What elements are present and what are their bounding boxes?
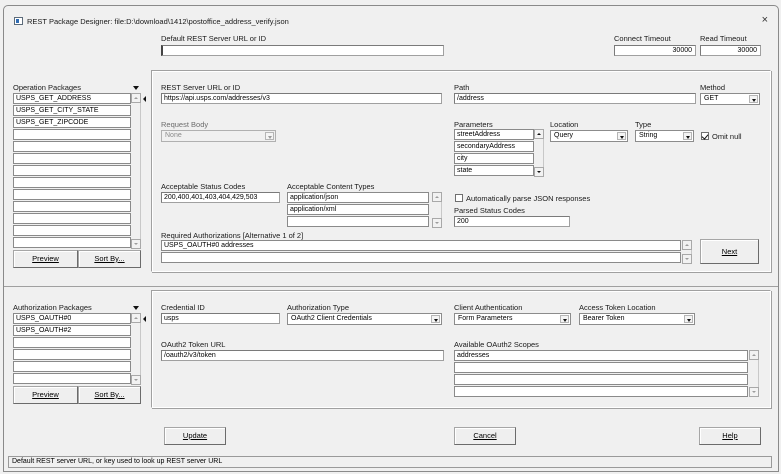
list-item[interactable] <box>13 337 131 348</box>
status-codes-label: Acceptable Status Codes <box>161 182 246 191</box>
authorization-packages-label: Authorization Packages <box>13 303 92 312</box>
list-item[interactable] <box>13 141 131 152</box>
content-types-label: Acceptable Content Types <box>287 182 375 191</box>
credential-id-label: Credential ID <box>161 303 205 312</box>
omit-null-label: Omit null <box>712 132 742 141</box>
auth-sort-by-button[interactable] <box>78 386 141 404</box>
title-bar <box>4 6 778 28</box>
token-location-select[interactable] <box>579 313 695 325</box>
chevron-down-icon <box>560 315 569 323</box>
type-select[interactable] <box>635 130 694 142</box>
chevron-down-icon <box>431 315 440 323</box>
connect-timeout-input[interactable]: 30000 <box>614 45 696 56</box>
window-title: REST Package Designer: file:D:\download\1412\postoffice_address_verify.json <box>27 17 289 26</box>
close-icon[interactable]: × <box>761 14 768 26</box>
parsed-status-codes-input[interactable]: 200 <box>454 216 570 227</box>
omit-null-checkbox[interactable] <box>701 132 709 140</box>
next-button[interactable] <box>700 239 759 264</box>
list-item[interactable]: application/xml <box>287 204 429 215</box>
location-select[interactable] <box>550 130 628 142</box>
list-item[interactable] <box>454 386 748 397</box>
section-divider <box>4 286 778 287</box>
scroll-up-icon[interactable] <box>131 313 141 323</box>
request-body-value: None <box>165 132 182 139</box>
rest-server-label: REST Server URL or ID <box>161 83 241 92</box>
list-item[interactable]: application/json <box>287 192 429 203</box>
type-value: String <box>639 132 658 139</box>
parameters-scrollbar[interactable] <box>534 129 544 177</box>
list-item[interactable]: state <box>454 165 534 176</box>
path-label: Path <box>454 83 470 92</box>
chevron-down-icon <box>617 132 626 140</box>
token-url-input[interactable]: /oauth2/v3/token <box>161 350 444 361</box>
list-item[interactable]: city <box>454 153 534 164</box>
scroll-up-icon[interactable] <box>131 93 141 103</box>
method-value: GET <box>704 95 719 102</box>
status-codes-input[interactable]: 200,400,401,403,404,429,503 <box>161 192 280 203</box>
auth-type-value: OAuth2 Client Credentials <box>291 315 372 322</box>
scroll-up-icon[interactable] <box>534 129 544 139</box>
cancel-button[interactable] <box>454 427 516 445</box>
rest-package-designer-window <box>3 5 779 472</box>
operation-packages-menu-icon[interactable] <box>133 86 139 90</box>
list-item[interactable] <box>13 177 131 188</box>
auto-parse-json-label: Automatically parse JSON responses <box>466 194 591 203</box>
collapse-arrow-icon[interactable] <box>143 96 146 102</box>
list-item[interactable] <box>287 216 429 227</box>
type-label: Type <box>635 120 652 129</box>
auth-preview-button[interactable] <box>13 386 78 404</box>
list-item[interactable]: secondaryAddress <box>454 141 534 152</box>
next-label: Next <box>721 247 738 256</box>
scroll-up-icon[interactable] <box>432 192 442 202</box>
authorization-packages-menu-icon[interactable] <box>133 306 139 310</box>
list-item[interactable]: USPS_GET_CITY_STATE <box>13 105 131 116</box>
scroll-down-icon[interactable] <box>682 254 692 264</box>
list-item[interactable] <box>13 361 131 372</box>
help-label: Help <box>722 431 738 440</box>
location-value: Query <box>554 132 574 139</box>
authorization-packages-scrollbar[interactable] <box>131 313 141 385</box>
sort-by-button[interactable] <box>78 250 141 268</box>
help-button[interactable] <box>699 427 761 445</box>
scroll-down-icon[interactable] <box>131 239 141 249</box>
request-body-select[interactable] <box>161 130 276 142</box>
list-item[interactable] <box>13 153 131 164</box>
auth-sort-by-label: Sort By... <box>94 390 125 399</box>
list-item[interactable]: USPS_OAUTH#2 <box>13 325 131 336</box>
method-select[interactable] <box>700 93 760 105</box>
sort-by-label: Sort By... <box>94 254 125 263</box>
default-server-input[interactable] <box>161 45 444 56</box>
client-auth-value: Form Parameters <box>458 315 513 322</box>
list-item[interactable]: USPS_OAUTH#0 addresses <box>161 240 681 251</box>
scroll-up-icon[interactable] <box>682 240 692 250</box>
list-item[interactable]: USPS_GET_ADDRESS <box>13 93 131 104</box>
collapse-arrow-icon[interactable] <box>143 316 146 322</box>
list-item[interactable] <box>13 373 131 384</box>
content-types-scrollbar[interactable] <box>432 192 442 228</box>
rest-server-input[interactable]: https://api.usps.com/addresses/v3 <box>161 93 442 104</box>
cancel-label: Cancel <box>473 431 497 440</box>
parameters-label: Parameters <box>454 120 493 129</box>
chevron-down-icon <box>684 315 693 323</box>
app-icon <box>14 17 23 25</box>
list-item[interactable]: streetAddress <box>454 129 534 140</box>
path-input[interactable]: /address <box>454 93 696 104</box>
list-item[interactable] <box>13 201 131 212</box>
scopes-scrollbar[interactable] <box>749 350 759 397</box>
scopes-label: Available OAuth2 Scopes <box>454 340 539 349</box>
auth-preview-label: Preview <box>32 390 59 399</box>
scroll-up-icon[interactable] <box>749 350 759 360</box>
location-label: Location <box>550 120 579 129</box>
read-timeout-label: Read Timeout <box>700 34 747 43</box>
preview-button[interactable] <box>13 250 78 268</box>
list-item[interactable] <box>454 362 748 373</box>
list-item[interactable] <box>13 129 131 140</box>
list-item[interactable] <box>454 374 748 385</box>
scroll-down-icon[interactable] <box>749 387 759 397</box>
list-item[interactable] <box>13 189 131 200</box>
list-item[interactable] <box>161 252 681 263</box>
list-item[interactable] <box>13 213 131 224</box>
chevron-down-icon <box>749 95 758 103</box>
scroll-down-icon[interactable] <box>534 167 544 177</box>
update-button[interactable] <box>164 427 226 445</box>
list-item[interactable] <box>13 349 131 360</box>
required-auth-scrollbar[interactable] <box>682 240 692 264</box>
operation-packages-scrollbar[interactable] <box>131 93 141 249</box>
status-bar: Default REST server URL, or key used to look up REST server URL <box>8 456 772 468</box>
list-item[interactable] <box>13 237 131 248</box>
required-auth-label: Required Authorizations [Alternative 1 of 2] <box>161 231 304 240</box>
auth-type-label: Authorization Type <box>287 303 349 312</box>
request-body-label: Request Body <box>161 120 209 129</box>
scroll-down-icon[interactable] <box>432 218 442 228</box>
update-label: Update <box>182 431 208 440</box>
list-item[interactable]: addresses <box>454 350 748 361</box>
operation-packages-label: Operation Packages <box>13 83 81 92</box>
credential-id-input[interactable]: usps <box>161 313 280 324</box>
scroll-down-icon[interactable] <box>131 375 141 385</box>
list-item[interactable] <box>13 225 131 236</box>
method-label: Method <box>700 83 726 92</box>
list-item[interactable]: USPS_OAUTH#0 <box>13 313 131 324</box>
auto-parse-json-checkbox[interactable] <box>455 194 463 202</box>
connect-timeout-label: Connect Timeout <box>614 34 671 43</box>
auth-type-select[interactable] <box>287 313 442 325</box>
chevron-down-icon <box>683 132 692 140</box>
parsed-status-codes-label: Parsed Status Codes <box>454 206 525 215</box>
list-item[interactable]: USPS_GET_ZIPCODE <box>13 117 131 128</box>
token-location-label: Access Token Location <box>579 303 656 312</box>
read-timeout-input[interactable]: 30000 <box>700 45 761 56</box>
token-url-label: OAuth2 Token URL <box>161 340 226 349</box>
chevron-down-icon <box>265 132 274 140</box>
token-location-value: Bearer Token <box>583 315 625 322</box>
client-auth-select[interactable] <box>454 313 571 325</box>
preview-label: Preview <box>32 254 59 263</box>
default-server-label: Default REST Server URL or ID <box>161 34 267 43</box>
client-auth-label: Client Authentication <box>454 303 523 312</box>
list-item[interactable] <box>13 165 131 176</box>
